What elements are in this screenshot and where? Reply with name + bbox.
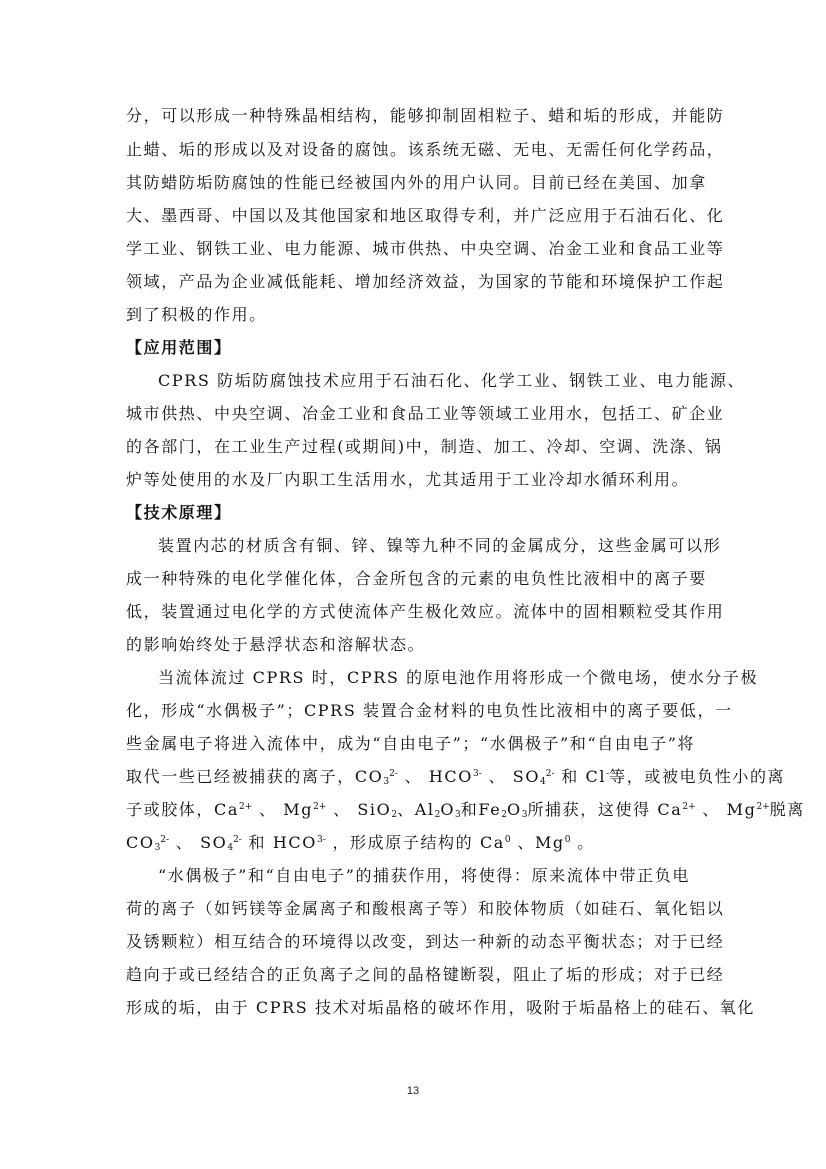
text-fragment: 所捕获，这使得	[527, 800, 651, 819]
ion-mg: $Mg^{2+}$	[726, 800, 770, 819]
paragraph-line: 趋向于或已经结合的正负离子之间的晶格键断裂，阻止了垢的形成；对于已经	[126, 965, 725, 984]
paragraph-line: 及锈颗粒）相互结合的环境得以改变，到达一种新的动态平衡状态；对于已经	[126, 932, 725, 951]
ion-cl: Cl-	[585, 767, 610, 786]
ion-co3: $CO_3^{2-}$	[354, 767, 398, 787]
ion-hco3: $HCO^{3-}$	[272, 833, 326, 852]
paragraph-line: 城市供热、中央空调、冶金工业和食品工业等领域工业用水，包括工、矿企业	[126, 404, 725, 423]
compound-al2o3: $Al_2O_3$	[414, 800, 461, 820]
paragraph-line: “水偶极子”和“自由电子”的捕获作用，将使得：原来流体中带正负电	[158, 866, 690, 885]
paragraph-line: CPRS 防垢防腐蚀技术应用于石油石化、化学工业、钢铁工业、电力能源、	[158, 371, 746, 390]
paragraph-line: 形成的垢，由于 CPRS 技术对垢晶格的破坏作用，吸附于垢晶格上的硅石、氧化	[126, 998, 755, 1017]
paragraph-line: 领域，产品为企业减低能耗、增加经济效益，为国家的节能和环境保护工作起	[126, 272, 725, 291]
paragraph-line: 其防蜡防垢防腐蚀的性能已经被国内外的用户认同。目前已经在美国、加拿	[126, 173, 707, 192]
paragraph-line: 些金属电子将进入流体中，成为“自由电子”；“水偶极子”和“自由电子”将	[126, 734, 696, 753]
ion-mg: $Mg^{2+}$	[283, 800, 327, 819]
text-fragment: ，形成原子结构的	[332, 833, 474, 852]
paragraph-line: 学工业、钢铁工业、电力能源、城市供热、中央空调、冶金工业和食品工业等	[126, 239, 725, 258]
paragraph-line: 大、墨西哥、中国以及其他国家和地区取得专利，并广泛应用于石油石化、化	[126, 206, 725, 225]
section-heading-application: 【应用范围】	[126, 338, 232, 357]
text-fragment: 等，或被电负性小的离	[609, 767, 786, 786]
paragraph-line: 分，可以形成一种特殊晶相结构，能够抑制固相粒子、蜡和垢的形成，并能防	[126, 106, 725, 125]
paragraph-line: 炉等处使用的水及厂内职工生活用水，尤其适用于工业冷却水循环利用。	[126, 470, 690, 489]
paragraph-line-ions: 取代一些已经被捕获的离子，$CO_3^{2-}$ 、 $HCO^{3-}$ 、 $SO_4^{2-}$ 和 Cl-等，或被电负性小的离	[126, 767, 786, 787]
paragraph-line: 成一种特殊的电化学催化体，合金所包含的元素的电负性比液相中的离子要	[126, 569, 707, 588]
atom-ca0: Ca$^0$	[479, 833, 511, 852]
paragraph-line: 止蜡、垢的形成以及对设备的腐蚀。该系统无磁、无电、无需任何化学药品，	[126, 140, 725, 159]
paragraph-line: 低，装置通过电化学的方式使流体产生极化效应。流体中的固相颗粒受其作用	[126, 602, 725, 621]
paragraph-line: 的影响始终处于悬浮状态和溶解状态。	[126, 635, 426, 654]
ion-ca: $Ca^{2+}$	[214, 800, 253, 819]
text-fragment: 脱离	[769, 800, 805, 819]
compound-fe2o3: $Fe_2O_3$	[478, 800, 528, 820]
paragraph-line-ions: $CO_3^{2-}$ 、 $SO_4^{2-}$ 和 $HCO^{3-}$ ，形成原子结构的 Ca$^0$ 、Mg$^0$ 。	[126, 833, 595, 853]
atom-mg0: Mg$^0$	[534, 833, 571, 852]
paragraph-line: 荷的离子（如钙镁等金属离子和酸根离子等）和胶体物质（如硅石、氧化铝以	[126, 899, 725, 918]
text-fragment: 取代一些已经被捕获的离子，	[126, 767, 355, 786]
paragraph-line: 当流体流过 CPRS 时，CPRS 的原电池作用将形成一个微电场，使水分子极	[158, 668, 759, 687]
ion-ca: $Ca^{2+}$	[657, 800, 696, 819]
paragraph-line: 的各部门，在工业生产过程(或期间)中，制造、加工、冷却、空调、洗涤、锅	[126, 437, 723, 456]
text-fragment: 子或胶体，	[126, 800, 215, 819]
compound-sio2: SiO$_2$	[357, 800, 398, 820]
page-number: 13	[406, 1085, 420, 1097]
paragraph-line: 化，形成“水偶极子”；CPRS 装置合金材料的电负性比液相中的离子要低，一	[126, 701, 733, 720]
ion-so4: $SO_4^{2-}$	[512, 767, 555, 787]
paragraph-line: 到了积极的作用。	[126, 305, 267, 324]
ion-so4: $SO_4^{2-}$	[200, 833, 242, 853]
ion-co3: $CO_3^{2-}$	[126, 833, 170, 853]
paragraph-line: 装置内芯的材质含有铜、锌、镍等九种不同的金属成分，这些金属可以形	[158, 536, 722, 555]
paragraph-line-ions: 子或胶体，$Ca^{2+}$ 、 $Mg^{2+}$ 、 SiO$_2$、$Al_2O_3$和$Fe_2O_3$所捕获，这使得 $Ca^{2+}$ 、 $Mg^{2+}$脱离	[126, 800, 805, 820]
ion-hco3: $HCO^{3-}$	[428, 767, 482, 786]
section-heading-principle: 【技术原理】	[126, 503, 232, 522]
